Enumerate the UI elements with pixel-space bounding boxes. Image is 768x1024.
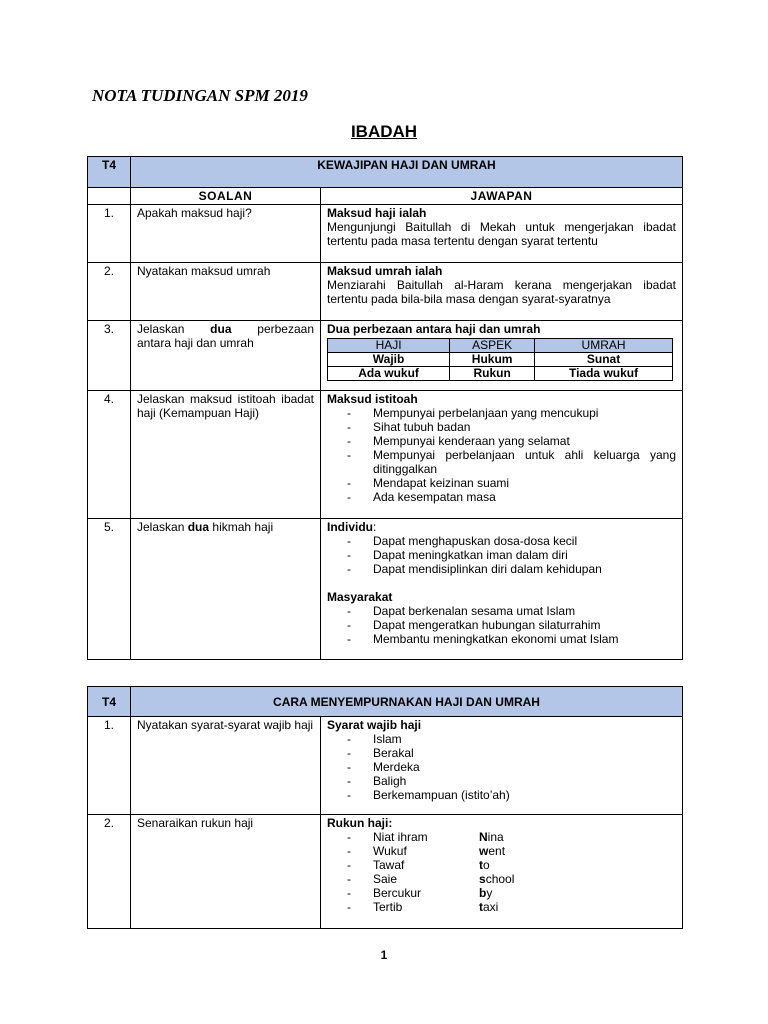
answer-list [327, 604, 676, 646]
list-item: - Mempunyai kenderaan yang selamat [347, 434, 676, 448]
answer-title: Syarat wajib haji [327, 718, 422, 732]
table-kewajipan-haji [87, 156, 683, 660]
answer-title: Masyarakat [327, 590, 393, 604]
table-row [88, 321, 683, 391]
compare-cell: Rukun [450, 367, 535, 381]
rukun-name: Niat ihram [373, 830, 428, 844]
answer-list [327, 534, 676, 576]
section-title: IBADAH [350, 122, 418, 141]
list-item [347, 844, 676, 858]
row-number: 2. [88, 263, 131, 321]
question: Jelaskan maksud istitoah ibadat haji (Kemampuan Haji) [131, 391, 321, 519]
table-row [88, 263, 683, 321]
answer-list [327, 732, 676, 802]
answer-body: Mengunjungi Baitullah di Mekah untuk mengerjakan ibadat tertentu pada masa tertentu dengan syarat tertentu [327, 220, 676, 248]
mnemonic-initial: w [479, 844, 489, 858]
answer [321, 263, 683, 321]
list-item: - Dapat menghapuskan dosa-dosa kecil [347, 534, 676, 548]
question-emphasis: dua [187, 520, 210, 534]
list-item: - Dapat mendisiplinkan diri dalam kehidupan [347, 562, 676, 576]
question-word: perbezaan [257, 322, 314, 336]
question: Nyatakan maksud umrah [131, 263, 321, 321]
mnemonic-initial: b [479, 886, 487, 900]
list-item: - Sihat tubuh badan [347, 420, 676, 434]
list-item: - Dapat meningkatkan iman dalam diri [347, 548, 676, 562]
compare-cell: Hukum [450, 353, 535, 367]
rukun-name: Bercukur [373, 886, 422, 900]
compare-cell: Tiada wukuf [535, 367, 673, 381]
answer-title: Maksud istitoah [327, 392, 418, 406]
table-title: CARA MENYEMPURNAKAN HAJI DAN UMRAH [131, 687, 683, 717]
mnemonic-rest: ina [487, 830, 504, 844]
list-item: - Dapat berkenalan sesama umat Islam [347, 604, 676, 618]
answer-title: Individu [327, 520, 373, 534]
question-pre: Jelaskan [137, 322, 185, 336]
list-item [347, 872, 676, 886]
table-cara-haji [87, 686, 683, 929]
list-item: - Berakal [347, 746, 676, 760]
question [131, 321, 321, 391]
answer-title: Maksud umrah ialah [327, 264, 443, 278]
mnemonic-rest: chool [485, 872, 515, 886]
mnemonic-initial: s [479, 872, 486, 886]
question: Apakah maksud haji? [131, 205, 321, 263]
comparison-table [327, 338, 673, 381]
question: Senaraikan rukun haji [131, 815, 321, 929]
list-item: - Ada kesempatan masa [347, 490, 676, 504]
answer [321, 519, 683, 660]
question: Nyatakan syarat-syarat wajib haji [131, 717, 321, 815]
col-header-soalan: SOALAN [131, 188, 321, 205]
answer [321, 321, 683, 391]
page-number: 1 [380, 948, 388, 962]
row-number: 3. [88, 321, 131, 391]
table-tag: T4 [88, 157, 131, 188]
rukun-name: Tertib [373, 900, 403, 914]
col-header-jawapan: JAWAPAN [321, 188, 683, 205]
list-item [347, 900, 676, 914]
list-item: - Baligh [347, 774, 676, 788]
table-row [88, 391, 683, 519]
answer-body: Menziarahi Baitullah al-Haram kerana mengerjakan ibadat tertentu pada bila-bila masa dengan syarat-syaratnya [327, 278, 676, 306]
answer [321, 815, 683, 929]
list-item [347, 886, 676, 900]
table-row [88, 815, 683, 929]
answer-title: Dua perbezaan antara haji dan umrah [327, 322, 541, 336]
row-number: 4. [88, 391, 131, 519]
compare-cell: Ada wukuf [328, 367, 450, 381]
mnemonic-rest: y [486, 886, 493, 900]
list-item: - Dapat mengeratkan hubungan silaturrahim [347, 618, 676, 632]
row-number: 1. [88, 205, 131, 263]
list-item: - Islam [347, 732, 676, 746]
list-item: - Mempunyai perbelanjaan untuk ahli keluarga yang ditinggalkan [347, 448, 676, 476]
answer-title: Maksud haji ialah [327, 206, 427, 220]
list-item: - Membantu meningkatkan ekonomi umat Islam [347, 632, 676, 646]
answer-list [327, 406, 676, 504]
list-item: - Mempunyai perbelanjaan yang mencukupi [347, 406, 676, 420]
answer-title: Rukun haji: [327, 816, 393, 830]
row-number: 5. [88, 519, 131, 660]
list-item: - Merdeka [347, 760, 676, 774]
question-post: antara haji dan umrah [137, 336, 254, 350]
list-item: - Berkemampuan (istito’ah) [347, 788, 676, 802]
answer [321, 205, 683, 263]
row-number: 2. [88, 815, 131, 929]
mnemonic-initial: t [479, 900, 483, 914]
answer [321, 391, 683, 519]
compare-cell: Sunat [535, 353, 673, 367]
rukun-name: Wukuf [373, 844, 407, 858]
compare-header: HAJI [328, 339, 450, 353]
table-row [88, 717, 683, 815]
document-header: NOTA TUDINGAN SPM 2019 [92, 86, 308, 105]
mnemonic-initial: t [479, 858, 483, 872]
rukun-name: Tawaf [373, 858, 405, 872]
mnemonic-rest: axi [483, 900, 499, 914]
question-post: hikmah haji [212, 520, 274, 534]
answer [321, 717, 683, 815]
compare-cell: Wajib [328, 353, 450, 367]
list-item: - Mendapat keizinan suami [347, 476, 676, 490]
table-tag: T4 [88, 687, 131, 717]
list-item [347, 858, 676, 872]
rukun-name: Saie [373, 872, 398, 886]
row-number: 1. [88, 717, 131, 815]
mnemonic-initial: N [479, 830, 488, 844]
table-title: KEWAJIPAN HAJI DAN UMRAH [131, 157, 683, 188]
question [131, 519, 321, 660]
answer-title-suffix: : [373, 520, 377, 534]
blank-cell [88, 188, 131, 205]
table-row [88, 205, 683, 263]
compare-header: UMRAH [535, 339, 673, 353]
list-item [347, 830, 676, 844]
question-pre: Jelaskan [137, 520, 185, 534]
mnemonic-rest: ent [488, 844, 506, 858]
mnemonic-rest: o [483, 858, 490, 872]
question-emphasis: dua [210, 322, 232, 336]
compare-header: ASPEK [450, 339, 535, 353]
answer-list [327, 830, 676, 914]
table-row [88, 519, 683, 660]
